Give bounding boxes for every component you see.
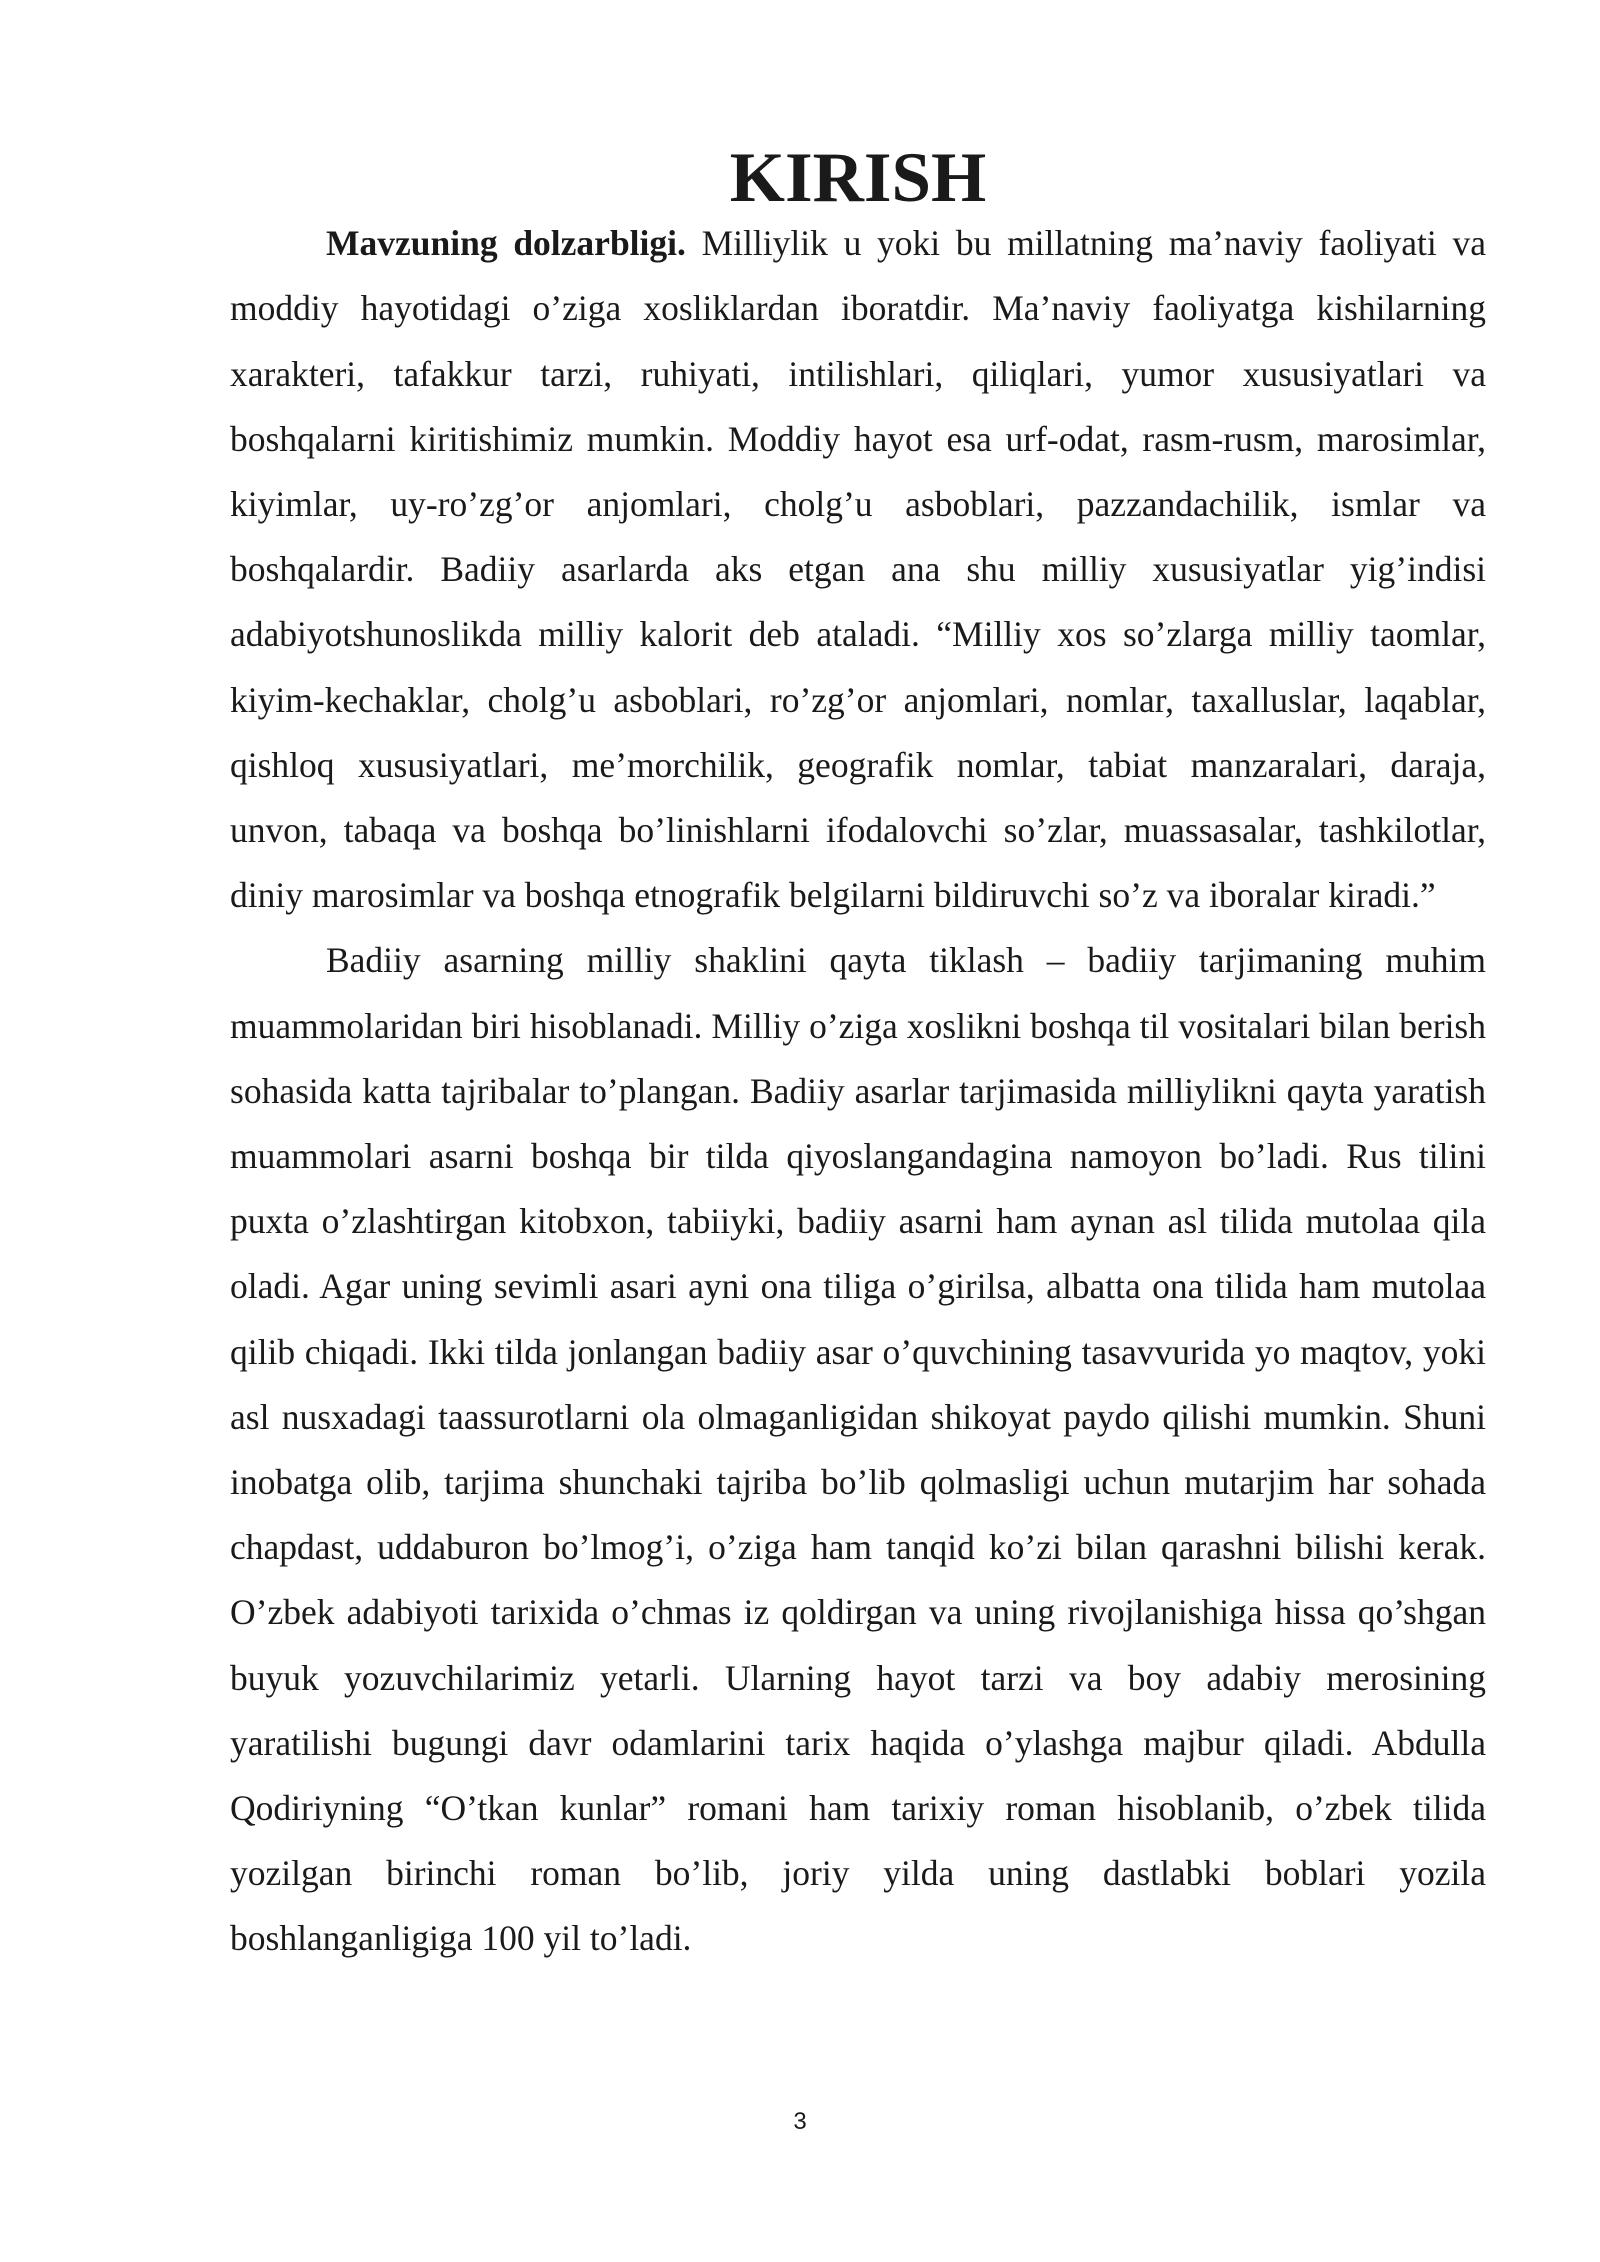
page-number: 3 <box>793 2108 807 2135</box>
section-heading: KIRISH <box>729 139 987 217</box>
paragraph-text: Milliylik u yoki bu millatning ma’naviy faoliyati va moddiy hayotidagi o’ziga xosliklardan iboratdir. Ma’naviy faoliyatga kishilarning xarakteri, tafakkur tarzi, ruhiyati, intilishlari, qiliqlari, yumor xususiyatlari va boshqalarni kiritishimiz mumkin. Moddiy hayot esa urf-odat, rasm-rusm, marosimlar, kiyimlar, uy-ro’zg’or anjomlari, cholg’u asboblari, pazzandachilik, ismlar va boshqalardir. Badiiy asarlarda aks etgan ana shu milliy xususiyatlar yig’indisi adabiyotshunoslikda milliy kalorit deb ataladi. “Milliy xos so’zlarga milliy taomlar, kiyim-kechaklar, cholg’u asboblari, ro’zg’or anjomlari, nomlar, taxalluslar, laqablar, qishloq xususiyatlari, me’morchilik, geografik nomlar, tabiat manzaralari, daraja, unvon, tabaqa va boshqa bo’linishlarni ifodalovchi so’zlar, muassasalar, tashkilotlar, diniy marosimlar va boshqa etnografik belgilarni bildiruvchi so’z va iboralar kiradi.” <box>230 223 1486 916</box>
page-content <box>230 139 1486 1972</box>
paragraph-relevance <box>230 211 1486 928</box>
paragraph-translation: Badiiy asarning milliy shaklini qayta tiklash – badiiy tarjimaning muhim muammolaridan biri hisoblanadi. Milliy o’ziga xoslikni boshqa til vositalari bilan berish sohasida katta tajribalar to’plangan. Badiiy asarlar tarjimasida milliylikni qayta yaratish muammolari asarni boshqa bir tilda qiyoslangandagina namoyon bo’ladi. Rus tilini puxta o’zlashtirgan kitobxon, tabiiyki, badiiy asarni ham aynan asl tilida mutolaa qila oladi. Agar uning sevimli asari ayni ona tiliga o’girilsa, albatta ona tilida ham mutolaa qilib chiqadi. Ikki tilda jonlangan badiiy asar o’quvchining tasavvurida yo maqtov, yoki asl nusxadagi taassurotlarni ola olmaganligidan shikoyat paydo qilishi mumkin. Shuni inobatga olib, tarjima shunchaki tajriba bo’lib qolmasligi uchun mutarjim har sohada chapdast, uddaburon bo’lmog’i, o’ziga ham tanqid ko’zi bilan qarashni bilishi kerak. O’zbek adabiyoti tarixida o’chmas iz qoldirgan va uning rivojlanishiga hissa qo’shgan buyuk yozuvchilarimiz yetarli. Ularning hayot tarzi va boy adabiy merosining yaratilishi bugungi davr odamlarini tarix haqida o’ylashga majbur qiladi. Abdulla Qodiriyning “O’tkan kunlar” romani ham tarixiy roman hisoblanib, o’zbek tilida yozilgan birinchi roman bo’lib, joriy yilda uning dastlabki boblari yozila boshlanganligiga 100 yil to’ladi. <box>230 940 1486 1959</box>
paragraph-lead: Mavzuning dolzarbligi. <box>326 223 686 264</box>
